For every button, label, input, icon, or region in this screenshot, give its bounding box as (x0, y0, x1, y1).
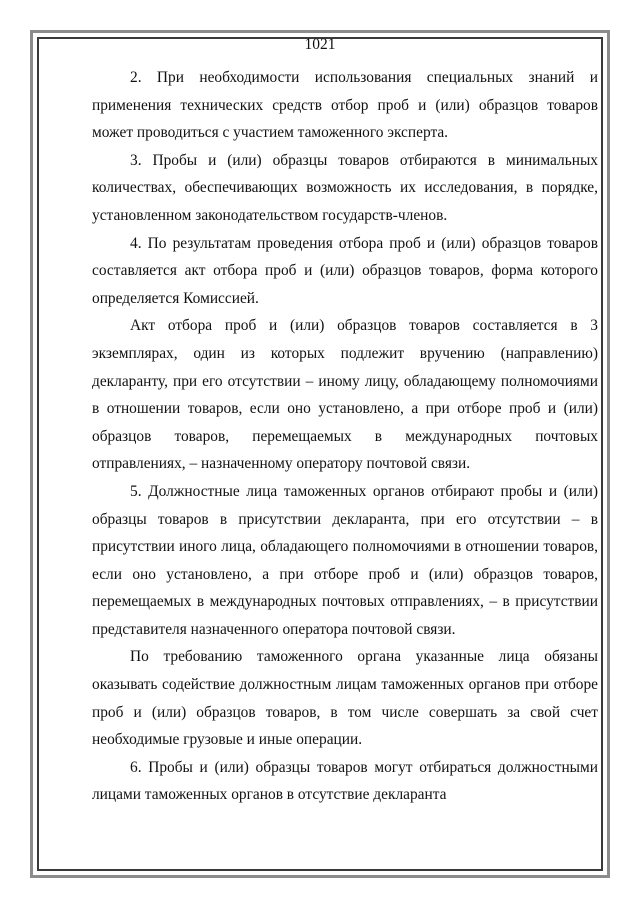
page-number: 1021 (304, 36, 336, 53)
paragraph-2: 2. При необходимости использования специальных знаний и применения технических средств отбор проб и (или) образцов товаров может проводиться с участием таможенного эксперта. (92, 69, 598, 142)
paragraph-3: 3. Пробы и (или) образцы товаров отбираются в минимальных количествах, обеспечивающих возможность их исследования, в порядке, установленном законодательством государств-членов. (92, 151, 598, 224)
paragraph-act: Акт отбора проб и (или) образцов товаров составляется в 3 экземплярах, один из которых подлежит вручению (направлению) декларанту, при его отсутствии – иному лицу, обладающему полномочиями в отношении товаров, если оно установлено, а при отборе проб и (или) образцов товаров, перемещаемых в международных почтовых отправлениях, – назначенному оператору почтовой связи. (92, 317, 598, 473)
paragraph-6: 6. Пробы и (или) образцы товаров могут отбираться должностными лицами таможенных органов в отсутствие декларанта (92, 758, 598, 804)
paragraph-5: 5. Должностные лица таможенных органов отбирают пробы и (или) образцы товаров в присутствии декларанта, при его отсутствии – в присутствии иного лица, обладающего полномочиями в отношении товаров, если оно установлено, а при отборе проб и (или) образцов товаров, перемещаемых в международных почтовых отправлениях, – в присутствии представителя назначенного оператора почтовой связи. (92, 482, 598, 638)
document-body (92, 64, 598, 809)
paragraph-requirement: По требованию таможенного органа указанные лица обязаны оказывать содействие должностным лицам таможенных органов при отборе проб и (или) образцов товаров, в том числе совершать за свой счет необходимые грузовые и иные операции. (92, 648, 598, 749)
paragraph-4: 4. По результатам проведения отбора проб и (или) образцов товаров составляется акт отбора проб и (или) образцов товаров, форма которого определяется Комиссией. (92, 234, 598, 307)
